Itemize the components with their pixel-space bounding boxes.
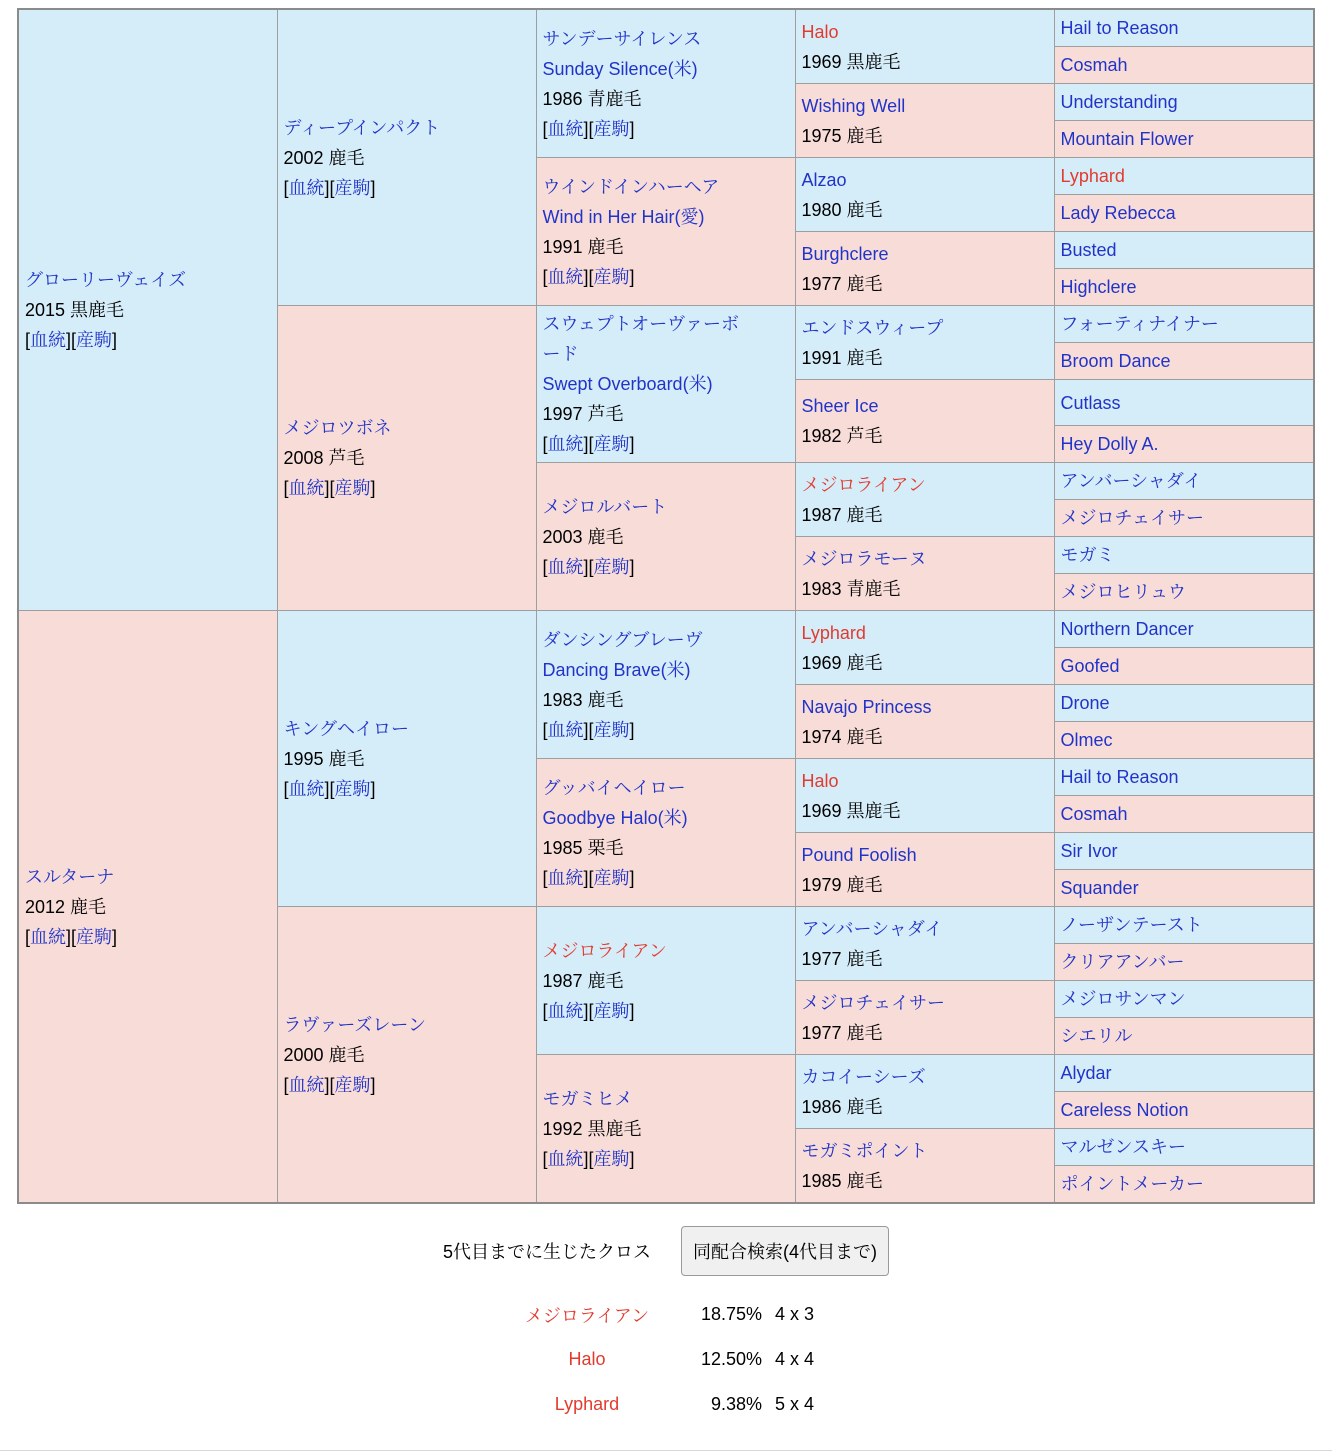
pedigree-links: [血統][産駒] [283,1074,376,1095]
horse-link[interactable]: Wind in Her Hair(愛) [542,206,705,227]
horse-link[interactable]: Lyphard [1060,166,1125,186]
horse-link[interactable]: スルターナ [25,866,115,887]
offspring-link[interactable]: 産駒 [593,867,630,888]
g2-cell [277,306,536,611]
horse-name [802,692,1048,722]
g4-cell [795,463,1054,537]
g5-cell [1054,833,1314,870]
horse-name [284,714,530,744]
horse-link[interactable]: Lady Rebecca [1060,203,1176,223]
horse-link[interactable]: キングヘイロー [283,718,409,739]
horse-link[interactable]: ノーザンテースト [1060,915,1203,935]
g3-cell [536,158,795,306]
horse-name [802,914,1048,944]
horse-link[interactable]: メジロサンマン [1060,989,1186,1009]
g5-cell [1054,611,1314,648]
offspring-link[interactable]: 産駒 [334,177,371,198]
pedigree-links: [血統][産駒] [283,478,376,498]
horse-link[interactable]: シエリル [1060,1026,1133,1046]
horse-latin-name [543,202,789,232]
offspring-link[interactable]: 産駒 [334,478,371,498]
pedigree-links: [血統][産駒] [283,177,376,198]
g4-cell [795,158,1054,232]
horse-year-coat: 1969 黒鹿毛 [801,800,901,821]
horse-year-coat: 2015 黒鹿毛 [25,300,125,320]
cross-pattern: 5 x 4 [775,1394,815,1414]
horse-link[interactable]: グッバイヘイロー [542,777,686,798]
horse-link[interactable]: ディープインパクト [283,117,441,138]
g1-sire-cell [18,9,277,611]
horse-year-coat: 1983 鹿毛 [542,689,624,710]
horse-link[interactable]: Alydar [1060,1063,1112,1083]
horse-link[interactable]: フォーティナイナー [1060,314,1219,334]
g5-cell [1054,463,1314,500]
horse-link[interactable]: ウインドインハーヘア [542,176,720,197]
cross-horse-link[interactable]: Halo [568,1349,606,1369]
horse-link[interactable]: Mountain Flower [1060,129,1194,149]
g2-cell [277,907,536,1204]
horse-link[interactable]: Cosmah [1060,804,1128,824]
horse-link[interactable]: ポイントメーカー [1060,1174,1204,1194]
g3-cell [536,9,795,158]
same-mating-search-button[interactable]: 同配合検索(4代目まで) [681,1226,889,1276]
horse-name [284,113,530,143]
horse-year-coat: 1985 栗毛 [542,837,624,858]
horse-year-coat: 2008 芦毛 [283,448,365,468]
horse-link[interactable]: スウェプトオーヴァーボード [542,314,740,364]
horse-name [802,391,1048,421]
horse-link[interactable]: Cosmah [1060,55,1128,75]
horse-link[interactable]: アンバーシャダイ [801,918,943,939]
g5-cell [1054,232,1314,269]
horse-link[interactable]: メジロラモーヌ [801,548,927,569]
g4-cell [795,84,1054,158]
g4-cell [795,380,1054,463]
g5-cell [1054,47,1314,84]
cross-percentage: 12.50% [700,1349,762,1369]
offspring-link[interactable]: 産駒 [593,434,630,454]
horse-year-coat: 1991 鹿毛 [801,347,883,368]
horse-year-coat: 1986 青鹿毛 [542,88,642,109]
pedigree-links: [血統][産駒] [542,434,635,454]
horse-year-coat: 2002 鹿毛 [283,147,365,168]
offspring-link[interactable]: 産駒 [334,1074,371,1095]
horse-link[interactable]: Pound Foolish [801,844,917,865]
table-row [18,611,1314,648]
g3-cell [536,306,795,463]
horse-link[interactable]: Busted [1060,240,1117,260]
g4-cell [795,537,1054,611]
pedigree-section [17,8,1332,1204]
offspring-link[interactable]: 産駒 [593,719,630,740]
horse-link[interactable]: サンデーサイレンス [542,28,702,49]
horse-name [25,862,271,892]
horse-link[interactable]: モガミポイント [801,1140,928,1161]
cross-row [492,1382,1332,1427]
horse-year-coat: 2003 鹿毛 [542,526,624,547]
horse-link[interactable]: Lyphard [801,622,866,643]
horse-link[interactable]: メジロライアン [542,940,667,961]
g4-cell [795,232,1054,306]
horse-name [802,1136,1048,1166]
g5-cell [1054,195,1314,232]
g5-cell [1054,1166,1314,1204]
horse-link[interactable]: Hail to Reason [1060,18,1179,38]
horse-link[interactable]: アンバーシャダイ [1060,471,1202,491]
g1-dam-cell [18,611,277,1204]
g4-cell [795,759,1054,833]
offspring-link[interactable]: 産駒 [334,778,371,799]
g5-cell [1054,759,1314,796]
blood-link[interactable]: 血統 [547,1148,584,1169]
horse-name [543,773,789,803]
offspring-link[interactable]: 産駒 [593,118,630,139]
horse-year-coat: 1969 鹿毛 [801,652,883,673]
horse-name [802,91,1048,121]
horse-link[interactable]: Sunday Silence(米) [542,58,698,79]
cross-percentage: 9.38% [710,1394,762,1414]
horse-latin-name [543,803,789,833]
blood-link[interactable]: 血統 [547,719,584,740]
horse-link[interactable]: メジロライアン [801,474,926,495]
g5-cell [1054,648,1314,685]
cross-row [492,1337,1332,1382]
horse-name [543,172,789,202]
horse-year-coat: 1987 鹿毛 [801,504,883,525]
pedigree-links: [血統][産駒] [542,1148,635,1169]
blood-link[interactable]: 血統 [288,1074,325,1095]
g4-cell [795,685,1054,759]
horse-link[interactable]: グローリーヴェイズ [25,270,187,290]
blood-link[interactable]: 血統 [288,778,325,799]
horse-year-coat: 1991 鹿毛 [542,236,624,257]
pedigree-links: [血統][産駒] [542,118,635,139]
horse-name [802,618,1048,648]
horse-link[interactable]: Sir Ivor [1060,841,1118,861]
horse-year-coat: 1975 鹿毛 [801,125,883,146]
horse-link[interactable]: Broom Dance [1060,351,1171,371]
g5-cell [1054,537,1314,574]
cross-header-label: 5代目までに生じたクロス [442,1242,651,1262]
horse-name [802,1062,1048,1092]
horse-year-coat: 1979 鹿毛 [801,874,883,895]
g3-cell [536,759,795,907]
cross-header-row [0,1226,1332,1276]
horse-name [543,492,789,522]
offspring-link[interactable]: 産駒 [593,1148,630,1169]
pedigree-links: [血統][産駒] [542,1000,635,1021]
horse-year-coat: 1977 鹿毛 [801,273,883,294]
horse-year-coat: 1977 鹿毛 [801,1022,883,1043]
g5-cell [1054,685,1314,722]
blood-link[interactable]: 血統 [288,478,325,498]
horse-link[interactable]: Drone [1060,693,1110,713]
pedigree-links: [血統][産駒] [25,330,118,350]
horse-link[interactable]: Cutlass [1060,392,1121,413]
g5-cell [1054,796,1314,833]
pedigree-links: [血統][産駒] [542,867,635,888]
section-divider [0,1450,1332,1451]
horse-name [543,936,789,966]
offspring-link[interactable]: 産駒 [593,556,630,577]
g3-cell [536,463,795,611]
cross-pattern: 4 x 3 [775,1304,815,1324]
horse-link[interactable]: Burghclere [801,243,889,264]
horse-latin-name [543,54,789,84]
horse-link[interactable]: メジロツボネ [283,418,392,438]
offspring-link[interactable]: 産駒 [593,1000,630,1021]
table-row [18,9,1314,47]
g4-cell [795,907,1054,981]
pedigree-links: [血統][産駒] [542,719,635,740]
g4-cell [795,833,1054,907]
horse-name [802,470,1048,500]
cross-horse-link[interactable]: メジロライアン [524,1305,650,1326]
g5-cell [1054,426,1314,463]
horse-link[interactable]: Alzao [801,169,847,190]
g5-cell [1054,722,1314,759]
g4-cell [795,981,1054,1055]
horse-link[interactable]: Squander [1060,878,1139,898]
blood-link[interactable]: 血統 [30,330,67,350]
horse-link[interactable]: カコイーシーズ [801,1066,926,1087]
g5-cell [1054,870,1314,907]
g2-cell [277,611,536,907]
horse-latin-name [543,655,789,685]
blood-link[interactable]: 血統 [288,177,325,198]
horse-link[interactable]: Understanding [1060,92,1178,112]
horse-link[interactable]: メジロヒリュウ [1060,582,1186,602]
horse-year-coat: 1980 鹿毛 [801,199,883,220]
pedigree-links: [血統][産駒] [542,556,635,577]
horse-name [284,413,530,443]
horse-link[interactable]: Dancing Brave(米) [542,659,691,680]
g5-cell [1054,981,1314,1018]
horse-latin-name [543,369,789,399]
horse-name [802,840,1048,870]
horse-name [543,1084,789,1114]
pedigree-table [17,8,1315,1204]
g5-cell [1054,380,1314,426]
horse-link[interactable]: Olmec [1060,730,1113,750]
cross-pattern: 4 x 4 [775,1349,815,1369]
blood-link[interactable]: 血統 [547,266,584,287]
pedigree-links: [血統][産駒] [542,266,635,287]
horse-link[interactable]: ラヴァーズレーン [283,1014,427,1035]
horse-year-coat: 1977 鹿毛 [801,948,883,969]
horse-link[interactable]: メジロチェイサー [801,992,945,1013]
horse-link[interactable]: Wishing Well [801,95,906,116]
horse-name [802,544,1048,574]
horse-year-coat: 1997 芦毛 [542,404,624,424]
blood-link[interactable]: 血統 [30,926,67,947]
horse-link[interactable]: Sheer Ice [801,396,879,416]
horse-link[interactable]: Hail to Reason [1060,767,1179,787]
horse-link[interactable]: Goofed [1060,656,1120,676]
horse-name [802,313,1048,343]
horse-year-coat: 1992 黒鹿毛 [542,1118,642,1139]
horse-link[interactable]: クリアアンバー [1060,952,1185,972]
horse-name [802,239,1048,269]
g5-cell [1054,500,1314,537]
horse-year-coat: 1987 鹿毛 [542,970,624,991]
horse-link[interactable]: Northern Dancer [1060,619,1194,639]
horse-name [25,265,271,295]
offspring-link[interactable]: 産駒 [593,266,630,287]
g5-cell [1054,574,1314,611]
pedigree-links: [血統][産駒] [25,926,118,947]
cross-percentage: 18.75% [700,1304,762,1324]
g5-cell [1054,269,1314,306]
g5-cell [1054,1055,1314,1092]
g5-cell [1054,306,1314,343]
g5-cell [1054,158,1314,195]
horse-link[interactable]: メジロルバート [542,496,668,517]
horse-link[interactable]: Navajo Princess [801,696,932,717]
g3-cell [536,611,795,759]
horse-link[interactable]: Careless Notion [1060,1100,1189,1120]
g3-cell [536,907,795,1055]
cross-row [492,1292,1332,1337]
g5-cell [1054,84,1314,121]
horse-year-coat: 1995 鹿毛 [283,748,365,769]
horse-name [802,165,1048,195]
offspring-link[interactable]: 産駒 [76,330,113,350]
blood-link[interactable]: 血統 [547,118,584,139]
blood-link[interactable]: 血統 [547,1000,584,1021]
g4-cell [795,1129,1054,1204]
horse-link[interactable]: Swept Overboard(米) [542,374,713,394]
blood-link[interactable]: 血統 [547,556,584,577]
g5-cell [1054,343,1314,380]
horse-year-coat: 1969 黒鹿毛 [801,51,901,72]
horse-link[interactable]: Highclere [1060,277,1137,297]
g5-cell [1054,907,1314,944]
horse-name [802,988,1048,1018]
horse-year-coat: 2000 鹿毛 [283,1044,365,1065]
g3-cell [536,1055,795,1204]
horse-year-coat: 1985 鹿毛 [801,1170,883,1191]
g4-cell [795,1055,1054,1129]
horse-link[interactable]: Halo [801,770,839,791]
horse-name [802,766,1048,796]
g5-cell [1054,1092,1314,1129]
g2-cell [277,9,536,306]
g4-cell [795,306,1054,380]
horse-link[interactable]: エンドスウィープ [801,317,944,338]
offspring-link[interactable]: 産駒 [76,926,113,947]
horse-year-coat: 1982 芦毛 [801,426,883,446]
horse-name [543,24,789,54]
horse-name [802,17,1048,47]
pedigree-links: [血統][産駒] [283,778,376,799]
horse-link[interactable]: Hey Dolly A. [1060,434,1159,454]
horse-link[interactable]: マルゼンスキー [1060,1137,1186,1157]
horse-link[interactable]: モガミヒメ [542,1088,633,1109]
horse-year-coat: 1983 青鹿毛 [801,578,901,599]
g4-cell [795,9,1054,84]
horse-year-coat: 2012 鹿毛 [25,896,107,917]
g5-cell [1054,1129,1314,1166]
cross-horse-link[interactable]: Lyphard [554,1394,620,1414]
horse-link[interactable]: メジロチェイサー [1060,508,1204,528]
blood-link[interactable]: 血統 [547,434,584,454]
horse-link[interactable]: Halo [801,21,839,42]
blood-link[interactable]: 血統 [547,867,584,888]
g5-cell [1054,944,1314,981]
horse-name [284,1010,530,1040]
g5-cell [1054,9,1314,47]
horse-year-coat: 1974 鹿毛 [801,726,883,747]
horse-name [543,309,789,369]
horse-link[interactable]: ダンシングブレーヴ [542,629,703,650]
horse-link[interactable]: Goodbye Halo(米) [542,807,688,828]
horse-year-coat: 1986 鹿毛 [801,1096,883,1117]
horse-name [543,625,789,655]
g4-cell [795,611,1054,685]
g5-cell [1054,1018,1314,1055]
g5-cell [1054,121,1314,158]
horse-link[interactable]: モガミ [1060,545,1115,565]
cross-list [492,1292,1332,1427]
